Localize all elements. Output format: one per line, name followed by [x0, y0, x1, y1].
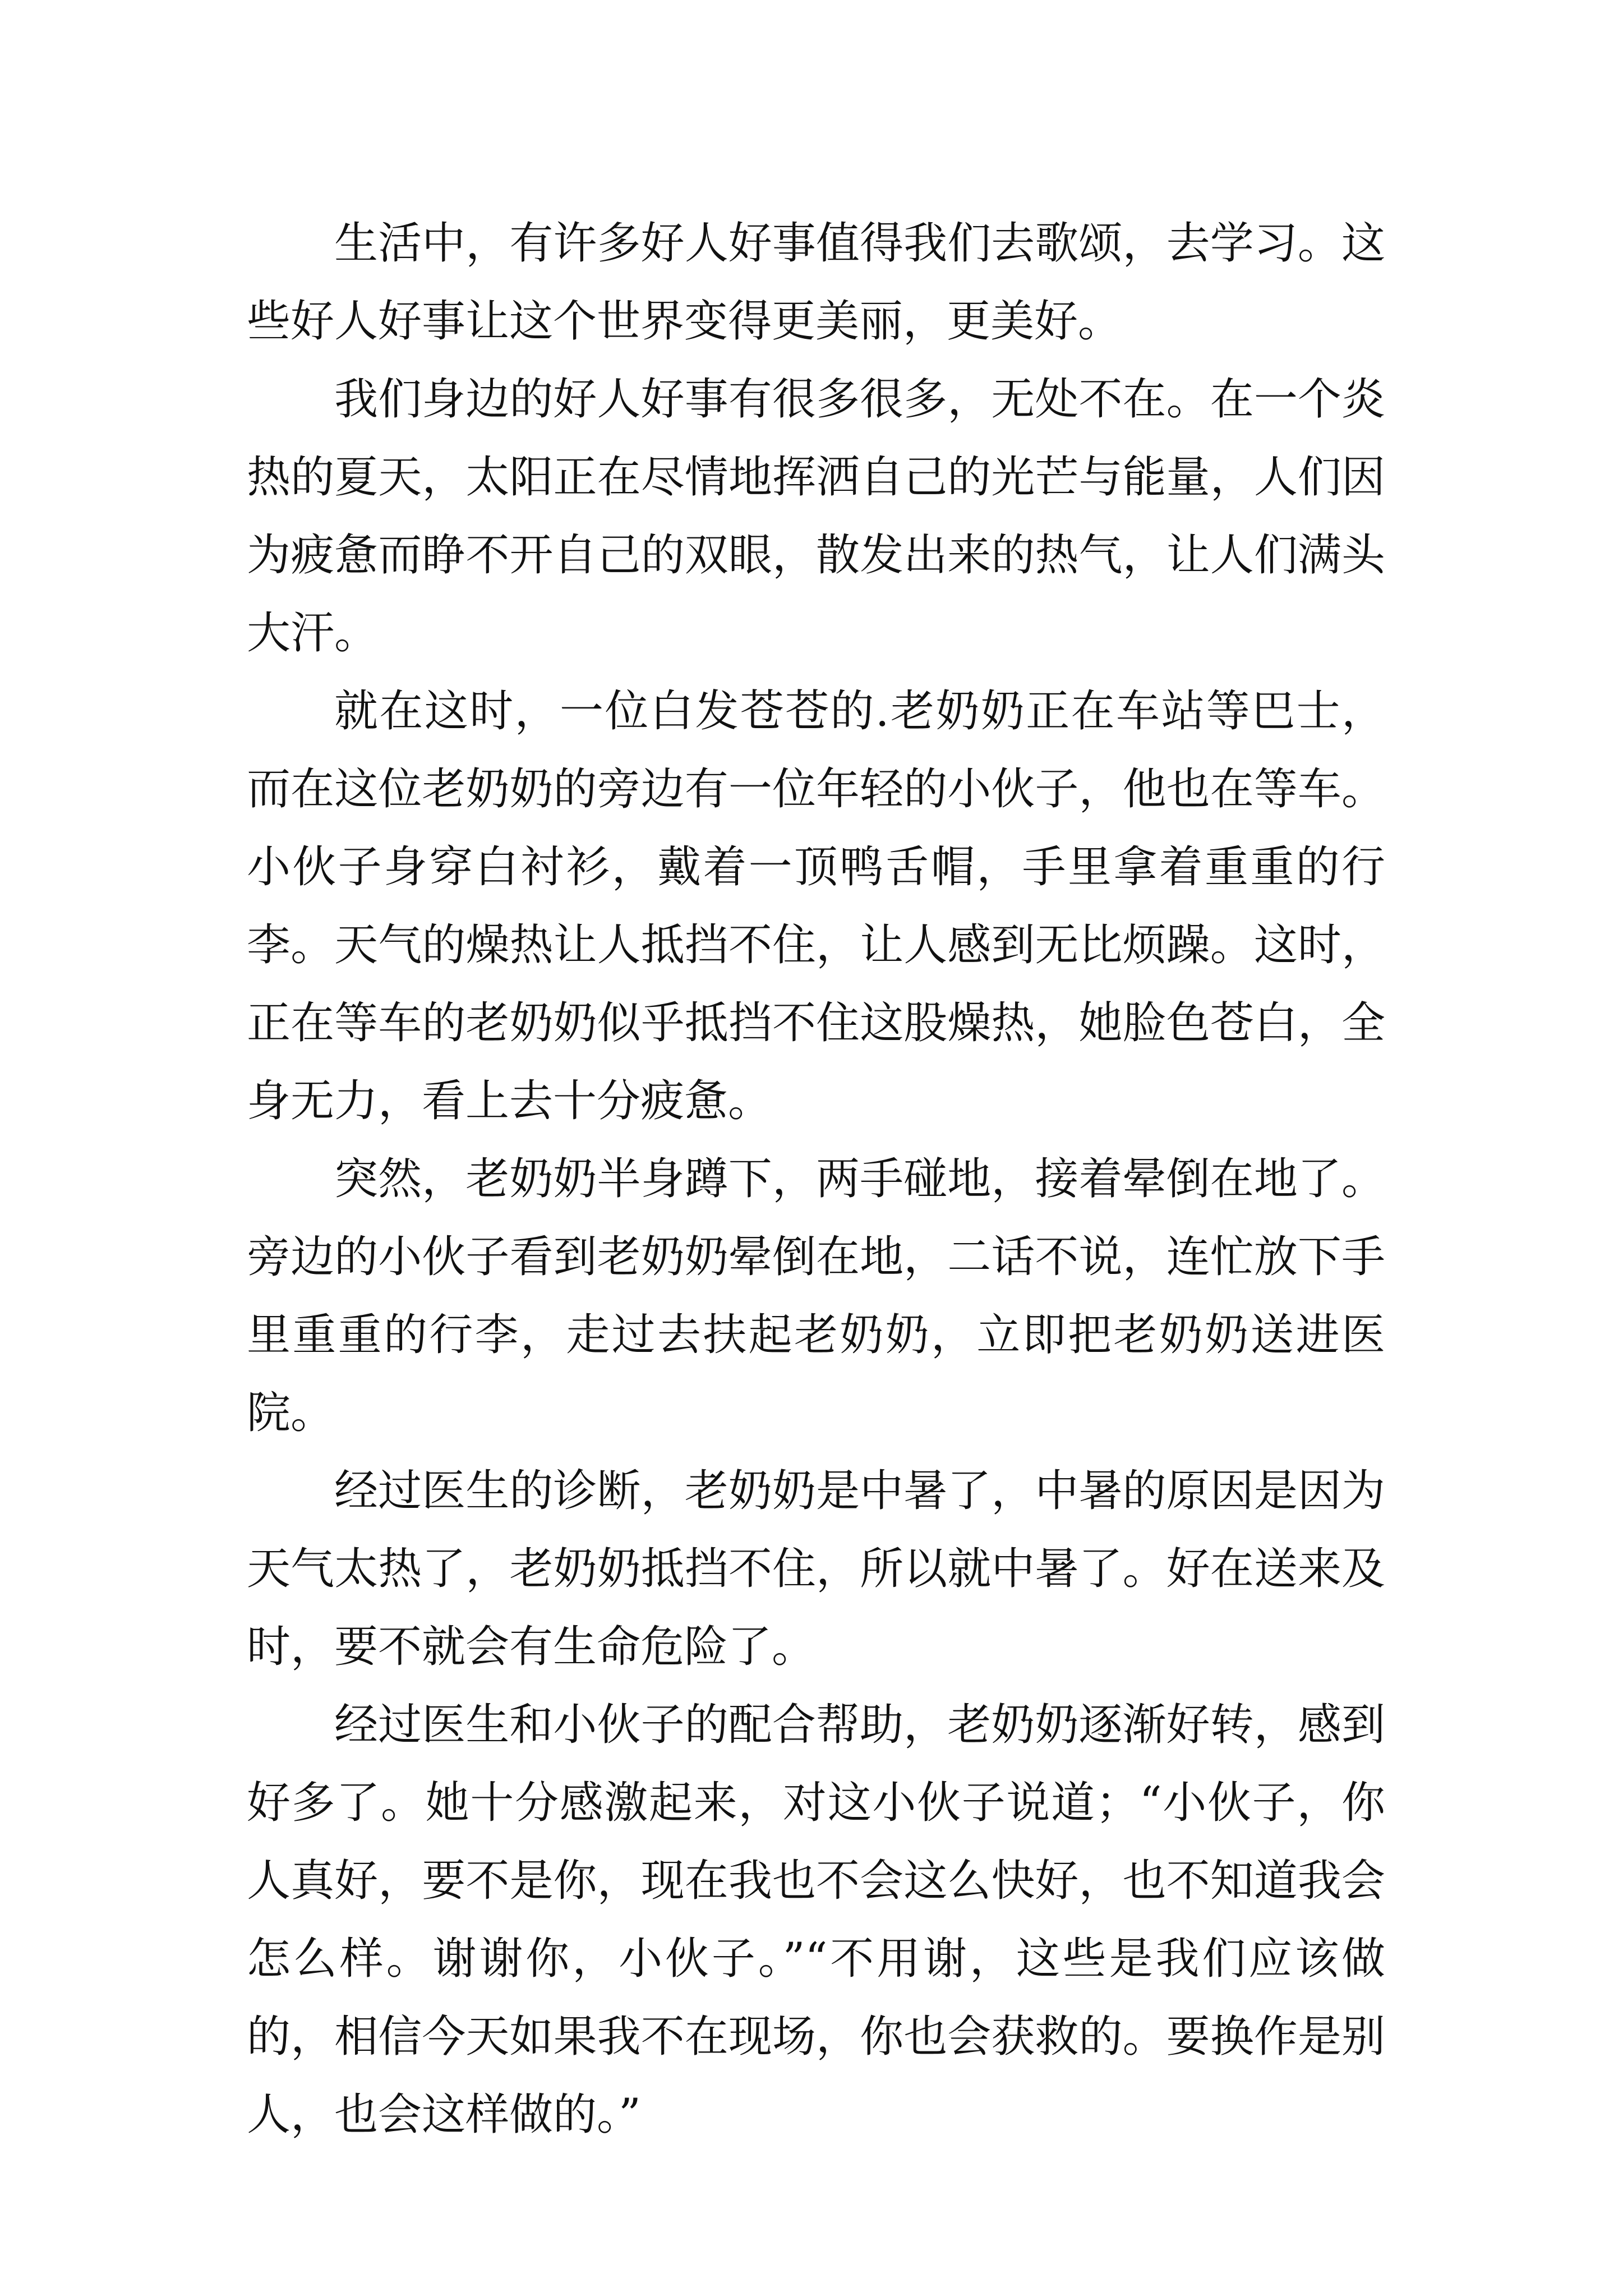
- paragraph: 经过医生的诊断，老奶奶是中暑了，中暑的原因是因为天气太热了，老奶奶抵挡不住，所以就中暑了。好在送来及时，要不就会有生命危险了。: [247, 1466, 1385, 1672]
- paragraph: 突然，老奶奶半身蹲下，两手碰地，接着晕倒在地了。旁边的小伙子看到老奶奶晕倒在地，二话不说，连忙放下手里重重的行李，走过去扶起老奶奶，立即把老奶奶送进医院。: [247, 1154, 1385, 1438]
- paragraph: 就在这时，一位白发苍苍的.老奶奶正在车站等巴士，而在这位老奶奶的旁边有一位年轻的小伙子，他也在等车。小伙子身穿白衬衫，戴着一顶鸭舌帽，手里拿着重重的行李。天气的燥热让人抵挡不住，让人感到无比烦躁。这时，正在等车的老奶奶似乎抵挡不住这股燥热，她脸色苍白，全身无力，看上去十分疲惫。: [247, 686, 1385, 1126]
- paragraph: 生活中，有许多好人好事值得我们去歌颂，去学习。这些好人好事让这个世界变得更美丽，更美好。: [247, 218, 1385, 347]
- paragraph: 经过医生和小伙子的配合帮助，老奶奶逐渐好转，感到好多了。她十分感激起来，对这小伙子说道；“小伙子，你人真好，要不是你，现在我也不会这么快好，也不知道我会怎么样。谢谢你，小伙子。”“不用谢，这些是我们应该做的，相信今天如果我不在现场，你也会获救的。要换作是别人，也会这样做的。”: [247, 1700, 1385, 2140]
- document-body: [247, 205, 1385, 2154]
- paragraph: 我们身边的好人好事有很多很多，无处不在。在一个炎热的夏天，太阳正在尽情地挥洒自己的光芒与能量，人们因为疲惫而睁不开自己的双眼，散发出来的热气，让人们满头大汗。: [247, 374, 1385, 659]
